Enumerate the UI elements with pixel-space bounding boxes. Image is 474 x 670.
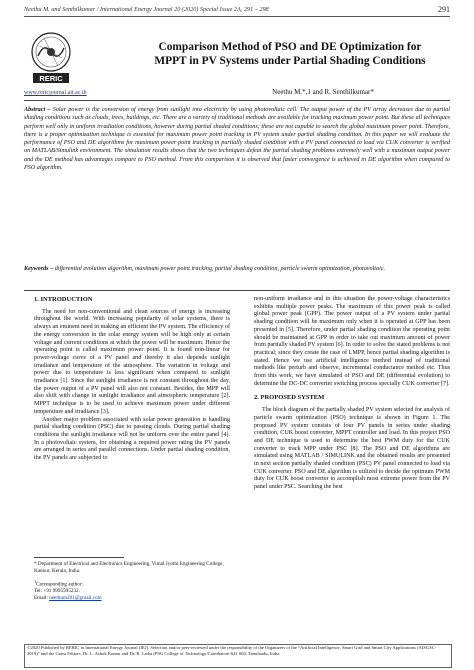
right-paragraph-1: non-uniform irradiance and in this situation the power-voltage characteristics exhibits multiple power peaks. The maximum of this power peak is called global power peak (GPP). The power output of a PV system under partial shading condition will be maximum only when it is operated at GPP has been presented in [5]. Therefore, under partial shading condition the operating point should be maintained at GPP in order to take out maximum amount of power from partially shaded PV system [6]. In order to solve the stated problems is not practical; since they create the case of LMPP, hence partial shading algorithm is stated. Hence we use artificial intelligence method instead of traditional methods like perturb and observe, incremental conductance method etc. Thus from this work, we have simulated of PSO and DE (differential evolution) to determine the DC-DC converter switching process specially CUK converter [7]. [254, 296, 450, 387]
proposed-paragraph: The block diagram of the partially shaded PV system selected for analysis of particle swarm optimization (PSO) technique is shown in Figure 1. The proposed PV system consists of four PV panels in series under shading condition, CUK boost converter, MPPT controller and load. In this project PSO and DE technique is used to determine the best PWM duty for the CUK converter to track MPP under PSC [8]. The PSO and DE algorithms are simulated using MATLAB / SIMULINK and the obtained results are presented in next section partially shaded condition (PSC) PV panel connected to load via CUK converter. PSO and DE algorithm is utilized to decide the optimum PWM duty for CUK boost converter to accomplish most extreme power from the PV panel under PSC. Searching the best [254, 407, 450, 491]
footnote-email-label: Email: [34, 594, 48, 601]
journal-website-link[interactable]: www.rericjournal.ait.ac.th [24, 90, 87, 96]
abstract [24, 106, 450, 172]
footnote-corresponding-label: Corresponding author: [36, 581, 83, 588]
keywords [24, 265, 450, 273]
footnote-divider [34, 557, 124, 558]
abstract-label: Abstract – [24, 107, 51, 113]
footnote-email-link[interactable]: neethum201@gmail.com [49, 594, 102, 601]
footnotes: * Department of Electrical and Electronics Engineering, Vimal Jyothi Engineering College, Kannur, Kerala, India. $^1$Corresponding author: Tel: +91 9995595232. Email: neethum201@gmail.com [34, 561, 230, 602]
section-heading-introduction: 1. INTRODUCTION [34, 296, 93, 303]
reric-logo-icon [24, 28, 78, 86]
keywords-text: differential evolution algorithm, maximum power point tracking, partial shading condition, particle swarm optimization, photovoltaic. [54, 266, 386, 272]
keywords-label: Keywords – [24, 266, 54, 272]
intro-paragraph-1: The need for non-conventional and clean sources of energy is increasing throughout the world. With increasing popularity of solar systems, there is always an eminent need in making an efficient the PV system. The efficiency of the energy conversion in the solar energy system will be high only at certain voltage and current conditions at which the power will be maximum. Hence the operating point is called maximum power point. It is found non-linear for power-voltage curve of a PV panel and thereby it also depends sunlight irradiance and temperature of the atmosphere. The variation in voltage and power due to temperature is less significant when compared to sunlight irradiance [1]. Since the sunlight irradiance is not constant throughout the day, the power output of a PV panel will also not constant. Besides, the MPP will also shift with change in sunlight irradiance and atmospheric temperature [2]. MPPT technique is to be used to achieve maximum power under different temperature and irradiance [3]. [34, 308, 230, 415]
paper-title: Comparison Method of PSO and DE Optimization for MPPT in PV Systems under Partial Shading Conditions [154, 41, 426, 67]
footnote-affiliation: * Department of Electrical and Electronics Engineering, Vimal Jyothi Engineering College, Kannur, Kerala, India. [34, 561, 224, 574]
logo-text: RERIC [39, 74, 63, 83]
footnote-tel: Tel: +91 9995595232. [34, 588, 80, 595]
abstract-top-divider [24, 100, 450, 101]
left-column [34, 296, 230, 463]
header-divider [24, 16, 450, 17]
author-line: Neethu M.*,1 and R. Senthilkumar* [272, 88, 374, 96]
running-header: Neethu M. and Senthilkumar / International Energy Journal 20 (2020) Special Issue 2A, 291 – 298 [24, 6, 269, 13]
keywords-divider [24, 290, 450, 291]
copyright-note: ©2020 Published by RERIC in International Energy Journal (IEJ). Selection and/or peer-reviewed under the responsibility of the Organizers of the “Artificial Intelligence, Smart Grid and Smart City Applications (AISGSC-2019)” and the Guest Editors, Dr. L. Ashok Kumar and Dr. R. Latha (PSG College of Technology/Coimbatore-641 004, Tamilnadu, India. [27, 645, 437, 656]
abstract-text: Solar power is the conversion of energy from sunlight into electricity by using photovoltaic cell. The output power of the PV array decreases due to partial shading conditions such as clouds, trees, buildings, etc. There are a variety of traditional methods are available for tracking maximum power point. But these all techniques perform well only in uniform irradiation conditions, however during partial shaded conditions; these are not capable to search the global maximum power point. Therefore, there is a proper optimization technique is essential for maximum power point tracking in PV system under partial shading condition. In this paper we will evaluate the performance of PSO and DE algorithms for maximum power point tracking in partially shaded condition with a PV panel connected to load via CUK converter is verified on MATLAB/Simulink environment. The simulation results shows that the two techniques defeat the partial shading problems extremely well with a maximum output power and the DE method has advantages compare to PSO method. From this comparison it is observed that faster convergence is achieved in DE algorithm when compared to PSO algorithm. [24, 107, 450, 171]
section-heading-proposed-system: 2. PROPOSED SYSTEM [254, 394, 325, 402]
right-column [254, 296, 450, 492]
intro-paragraph-2: Another major problem associated with solar power generation is handling partial shading condition (PSC) due to passing clouds. During partial shading conditions the sunlight irradiance will not be uniform over the entire panel [4]. In a photovoltaic system, for obtaining a required power rating the PV panels are arranged in series and parallel connections. Under partial shading condition, the PV panels are subjected to [34, 416, 230, 462]
page-number: 291 [438, 5, 450, 14]
